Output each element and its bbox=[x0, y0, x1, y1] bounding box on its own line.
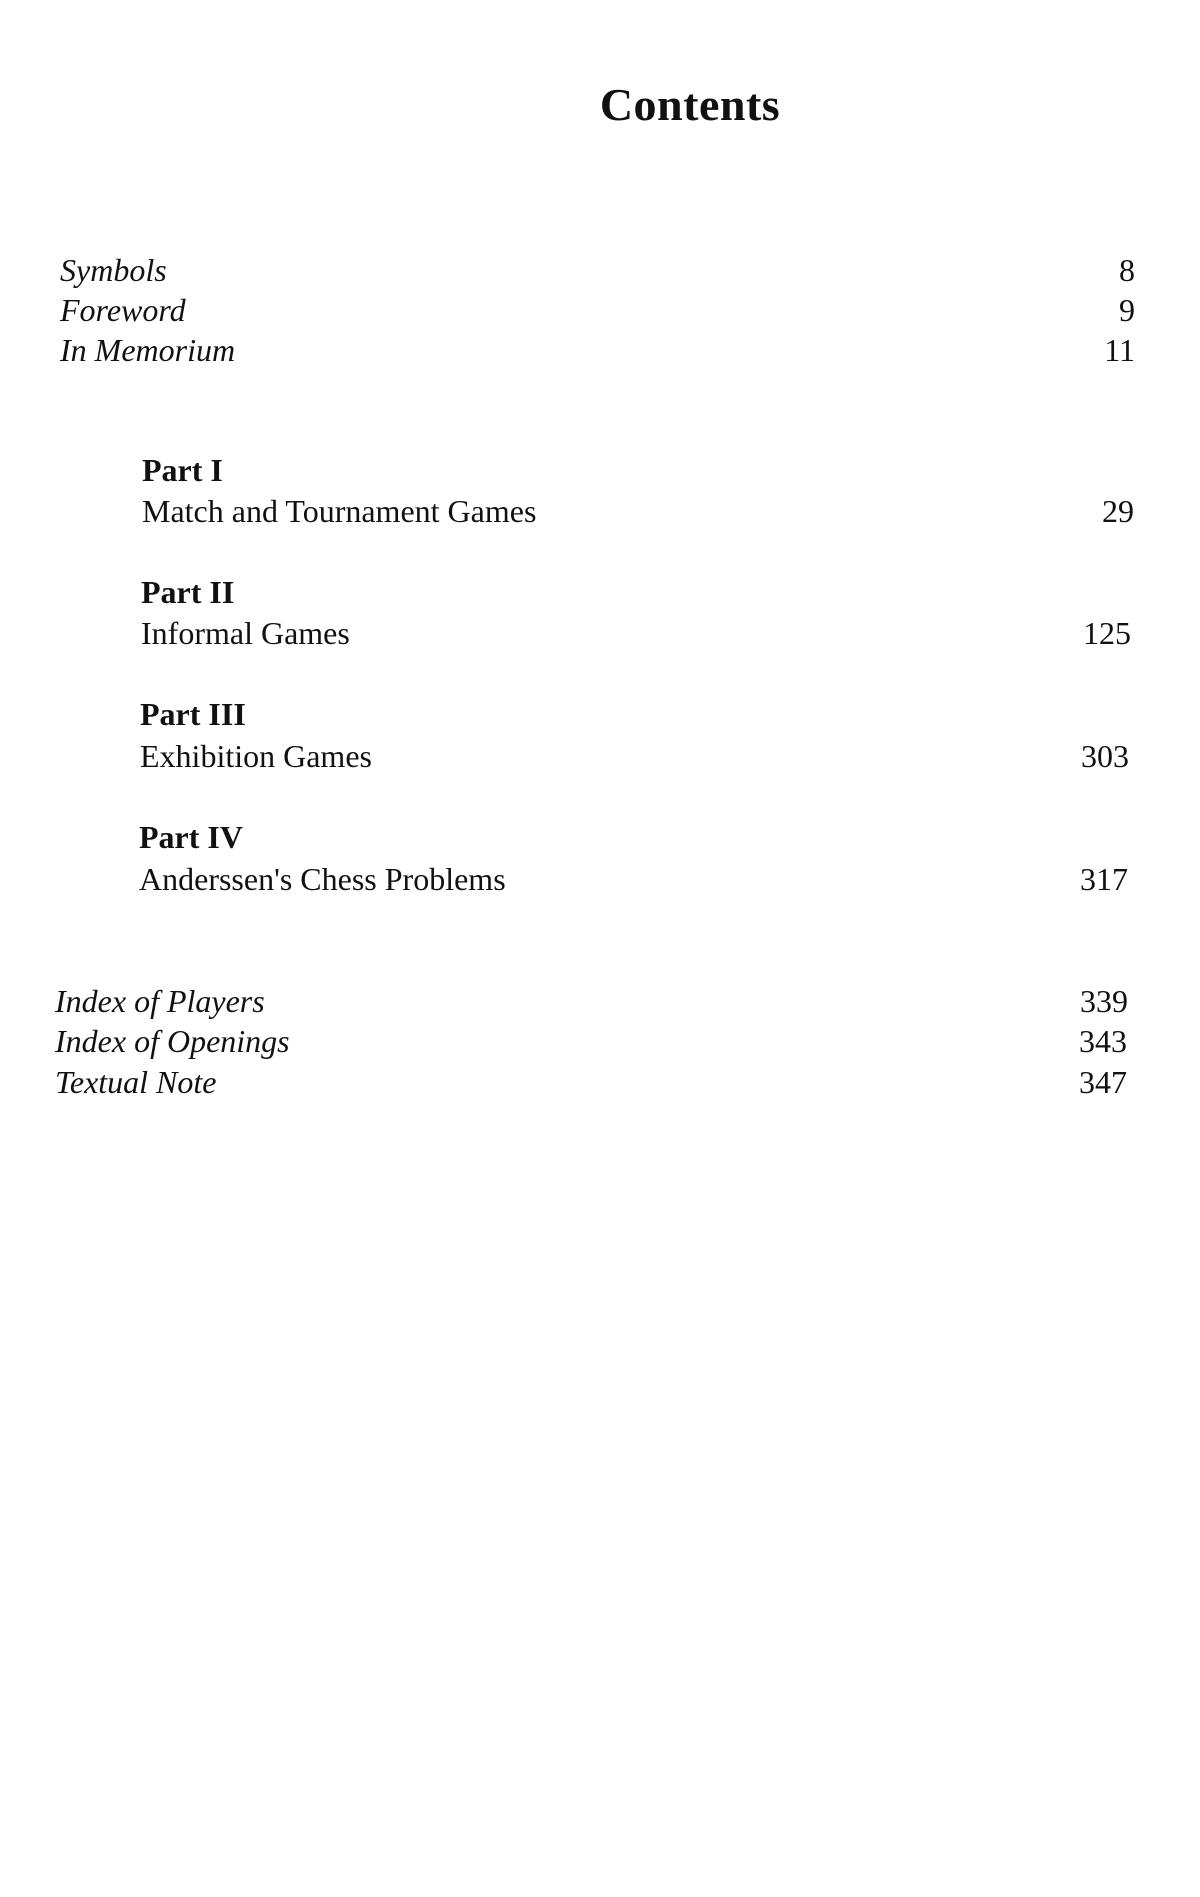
toc-entry-label: Textual Note bbox=[55, 1064, 217, 1100]
toc-entry-page: 339 bbox=[1080, 983, 1128, 1019]
toc-entry-index-of-players bbox=[55, 981, 1128, 1021]
part-heading: Part III bbox=[140, 696, 246, 732]
toc-entry-index-of-openings bbox=[55, 1021, 1127, 1061]
toc-entry-page: 29 bbox=[1102, 493, 1134, 529]
toc-entry-page: 347 bbox=[1079, 1064, 1127, 1100]
toc-entry-label: Index of Players bbox=[55, 983, 265, 1019]
toc-entry-label: Foreword bbox=[60, 292, 186, 328]
toc-entry-label: Symbols bbox=[60, 252, 167, 288]
part-heading: Part IV bbox=[139, 819, 243, 855]
toc-entry-page: 343 bbox=[1079, 1023, 1127, 1059]
page-title: Contents bbox=[599, 79, 781, 130]
toc-entry-part-1 bbox=[142, 491, 1134, 531]
part-heading: Part I bbox=[142, 452, 223, 488]
toc-entry-page: 9 bbox=[1119, 292, 1135, 328]
toc-entry-label: Anderssen's Chess Problems bbox=[139, 861, 506, 897]
toc-entry-label: In Memorium bbox=[60, 332, 236, 368]
part-heading: Part II bbox=[141, 574, 235, 610]
toc-entry-symbols bbox=[60, 250, 1135, 290]
toc-entry-part-3 bbox=[140, 736, 1129, 776]
toc-entry-page: 125 bbox=[1083, 615, 1131, 651]
toc-entry-page: 303 bbox=[1081, 738, 1129, 774]
toc-entry-part-2 bbox=[141, 613, 1131, 653]
toc-entry-page: 317 bbox=[1080, 861, 1128, 897]
toc-entry-part-4 bbox=[139, 859, 1128, 899]
toc-entry-foreword bbox=[60, 290, 1135, 330]
toc-entry-page: 11 bbox=[1104, 332, 1135, 368]
toc-entry-label: Match and Tournament Games bbox=[142, 493, 537, 529]
toc-entry-label: Exhibition Games bbox=[140, 738, 372, 774]
toc-entry-in-memorium bbox=[60, 330, 1135, 370]
toc-entry-page: 8 bbox=[1119, 252, 1135, 288]
toc-entry-label: Index of Openings bbox=[55, 1023, 290, 1059]
toc-entry-textual-note bbox=[55, 1062, 1127, 1102]
toc-entry-label: Informal Games bbox=[141, 615, 350, 651]
